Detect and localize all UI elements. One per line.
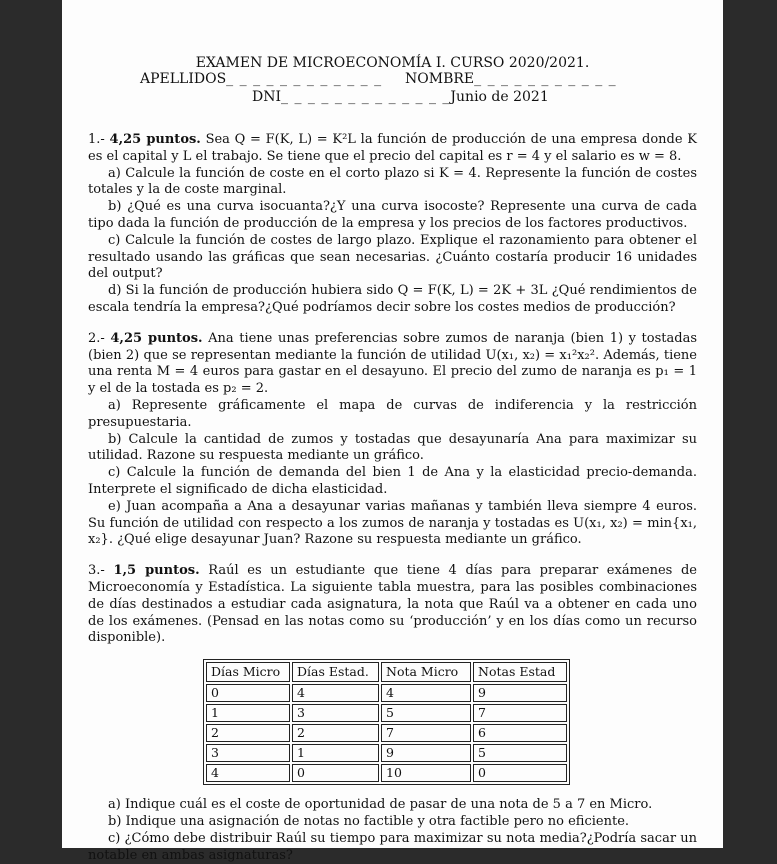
exam-content [88, 132, 697, 864]
q1-b: b) ¿Qué es una curva isocuanta?¿Y una curva isocoste? Represente una curva de cada tipo dada la función de producción de la empresa y los precios de los factores productivos. [88, 199, 697, 231]
table-cell: 4 [381, 684, 471, 702]
q1-a: a) Calcule la función de coste en el corto plazo si K = 4. Represente la función de costes totales y la de coste marginal. [88, 165, 697, 198]
table-row [206, 684, 567, 702]
exam-title: EXAMEN DE MICROECONOMÍA I. CURSO 2020/2021. [195, 55, 590, 71]
q1-d: d) Si la función de producción hubiera sido Q = F(K, L) = 2K + 3L ¿Qué rendimientos de escala tendría la empresa?¿Qué podríamos decir sobre los costes medios de producción? [88, 283, 697, 315]
table-header: Días Micro [206, 662, 290, 682]
table-cell: 2 [206, 724, 290, 742]
table-cell: 10 [381, 764, 471, 782]
apellidos-blank: _ _ _ _ _ _ _ _ _ _ _ _ [226, 71, 383, 87]
q3-points: 1,5 puntos. [113, 563, 200, 579]
table-header: Notas Estad [473, 662, 567, 682]
q1-text: Sea Q = F(K, L) = K²L la función de producción de una empresa donde K es el capital y L el trabajo. Se tiene que el precio del capital es r = 4 y el salario es w = 8. [88, 132, 698, 164]
q2-intro [88, 331, 697, 398]
table-cell: 3 [206, 744, 290, 762]
exam-date: Junio de 2021 [450, 89, 549, 105]
q3-b: b) Indique una asignación de notas no factible y otra factible pero no eficiente. [108, 813, 630, 829]
table-cell: 0 [473, 764, 567, 782]
table-row [206, 744, 567, 762]
q1-number: 1.- [88, 132, 105, 147]
q2-points: 4,25 puntos. [110, 330, 203, 346]
nombre-label: NOMBRE [405, 71, 475, 87]
q3-a: a) Indique cuál es el coste de oportunidad de pasar de una nota de 5 a 7 en Micro. [108, 797, 653, 813]
q3-c: c) ¿Cómo debe distribuir Raúl su tiempo para maximizar su nota media?¿Podría sacar un notable en ambas asignaturas? [88, 830, 697, 863]
table-cell: 5 [381, 704, 471, 722]
q2-number: 2.- [88, 330, 105, 346]
table-header: Nota Micro [381, 662, 471, 682]
table-cell: 1 [206, 704, 290, 722]
table-cell: 0 [292, 764, 379, 782]
apellidos-label: APELLIDOS [140, 71, 227, 87]
q2-b: b) Calcule la cantidad de zumos y tostadas que desayunaría Ana para maximizar su utilidad. Razone su respuesta mediante un gráfico. [88, 431, 697, 464]
q1-intro [88, 132, 697, 166]
table-cell: 9 [381, 744, 471, 762]
table-cell: 1 [292, 744, 379, 762]
table-row [206, 764, 567, 782]
q2-a: a) Represente gráficamente el mapa de curvas de indiferencia y la restricción presupuestaria. [88, 397, 697, 430]
q1-c: c) Calcule la función de costes de largo plazo. Explique el razonamiento para obtener el resultado usando las gráficas que sean necesarias. ¿Cuánto costaría producir 16 unidades del output? [88, 232, 697, 282]
table-cell: 5 [473, 744, 567, 762]
q2-text: Ana tiene unas preferencias sobre zumos de naranja (bien 1) y tostadas (bien 2) que se representan mediante la función de utilidad U(x₁, x₂) = x₁²x₂². Además, tiene una renta M = 4 euros para gastar en el desayuno. El precio del zumo de naranja es p₁ = 1 y el de la tostada es p₂ = 2. [88, 330, 698, 397]
table-cell: 7 [473, 704, 567, 722]
dni-blank: _ _ _ _ _ _ _ _ _ _ _ _ _ [281, 89, 451, 105]
q2-c: c) Calcule la función de demanda del bien 1 de Ana y la elasticidad precio-demanda. Interprete el significado de dicha elasticidad. [88, 465, 697, 497]
table-row [206, 704, 567, 722]
table-cell: 2 [292, 724, 379, 742]
q3-intro [88, 563, 697, 647]
table-header: Días Estad. [292, 662, 379, 682]
table-row [206, 724, 567, 742]
dni-label: DNI [252, 89, 282, 105]
exam-page [62, 0, 723, 863]
table-cell: 4 [292, 684, 379, 702]
table-cell: 4 [206, 764, 290, 782]
table-header-row [206, 662, 567, 682]
q3-text: Raúl es un estudiante que tiene 4 días para preparar exámenes de Microeconomía y Estadística. La siguiente tabla muestra, para las posibles combinaciones de días destinados a estudiar cada asignatura, la nota que Raúl va a obtener en cada uno de los exámenes. (Pensad en las notas como su ‘producción’ y en los días como un recurso disponible). [88, 563, 697, 646]
table-cell: 9 [473, 684, 567, 702]
dni-line [252, 89, 549, 105]
nombre-blank: _ _ _ _ _ _ _ _ _ _ _ [474, 71, 617, 87]
table-cell: 7 [381, 724, 471, 742]
name-line [140, 71, 617, 87]
q1-points: 4,25 puntos. [109, 132, 201, 147]
study-days-table [203, 659, 570, 785]
q3-number: 3.- [88, 563, 105, 579]
q2-e: e) Juan acompaña a Ana a desayunar varias mañanas y también lleva siempre 4 euros. Su función de utilidad con respecto a los zumos de naranja y tostadas es U(x₁, x₂) = min{x₁, x₂}. ¿Qué elige desayunar Juan? Razone su respuesta mediante un gráfico. [88, 498, 697, 548]
table-cell: 6 [473, 724, 567, 742]
table-cell: 3 [292, 704, 379, 722]
table-cell: 0 [206, 684, 290, 702]
